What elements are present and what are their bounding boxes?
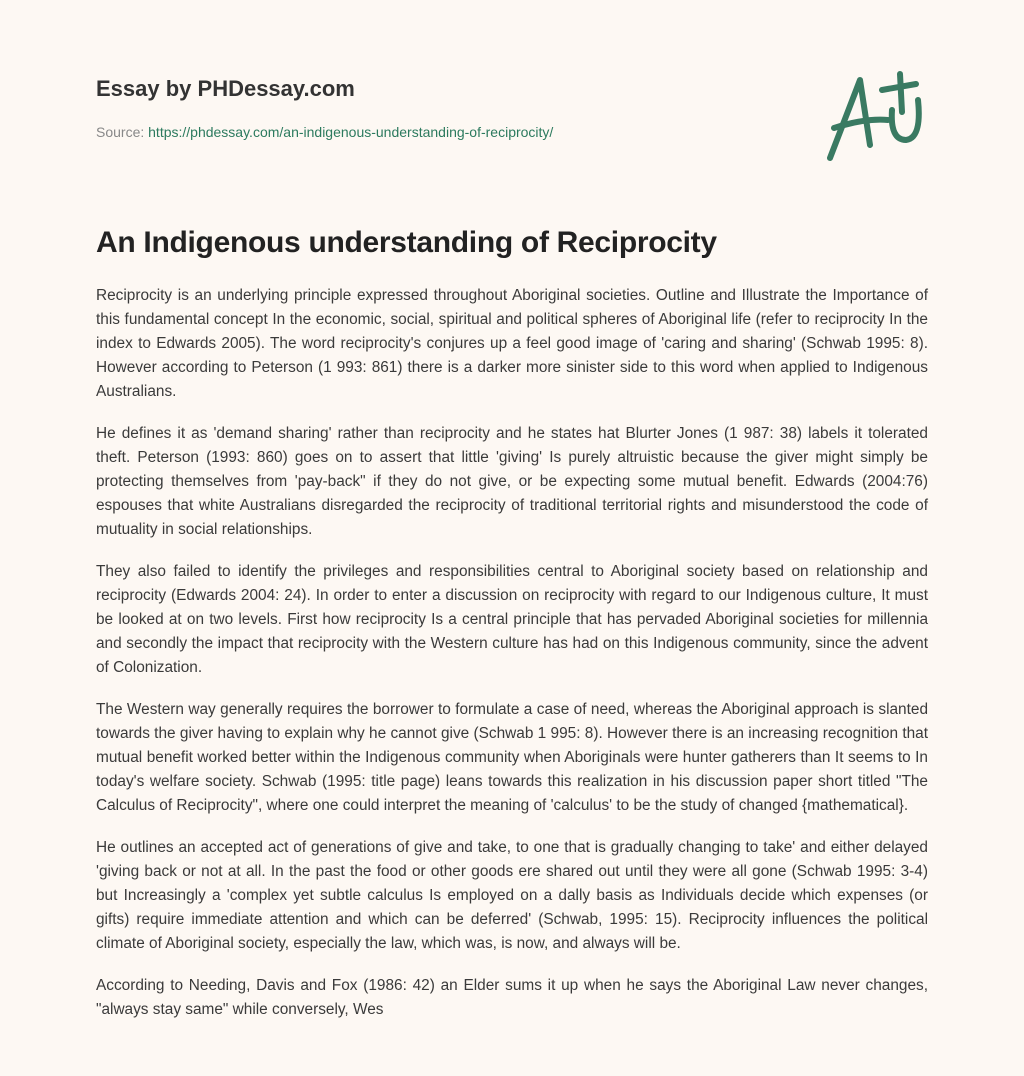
paragraph: Reciprocity is an underlying principle expressed throughout Aboriginal societies. Outline and Illustrate the Importance of this fundamental concept In the economic, social, spiritual and political spheres of Aboriginal life (refer to reciprocity In the index to Edwards 2005). The word reciprocity's conjures up a feel good image of 'caring and sharing' (Schwab 1995: 8). However according to Peterson (1 993: 861) there is a darker more sinister side to this word when applied to Indigenous Australians. — [96, 287, 928, 400]
paragraph: The Western way generally requires the borrower to formulate a case of need, whereas the Aboriginal approach is slanted towards the giver having to explain why he cannot give (Schwab 1 995: 8). However there is an increasing recognition that mutual benefit worked better within the Indigenous community when Aboriginals were hunter gatherers than It seems to In today's welfare society. Schwab (1995: title page) leans towards this realization in his discussion paper short titled "The Calculus of Reciprocity", where one could interpret the meaning of 'calculus' to be the study of changed {mathematical}. — [96, 701, 928, 814]
paragraph: They also failed to identify the privileges and responsibilities central to Aboriginal society based on relationship and reciprocity (Edwards 2004: 24). In order to enter a discussion on reciprocity with regard to our Indigenous culture, It must be looked at on two levels. First how reciprocity Is a central principle that has pervaded Aboriginal societies for millennia and secondly the impact that reciprocity with the Western culture has had on this Indigenous community, since the advent of Colonization. — [96, 563, 928, 676]
site-header — [96, 76, 355, 102]
site-brand: Essay by PHDessay.com — [96, 76, 355, 101]
article-body — [96, 284, 928, 1040]
paragraph: He outlines an accepted act of generations of give and take, to one that is gradually changing to take' and either delayed 'giving back or not at all. In the past the food or other goods ere shared out until they were all gone (Schwab 1995: 3-4) but Increasingly a 'complex yet subtle calculus Is employed on a dally basis as Individuals decide which expenses (or gifts) require immediate attention and which can be deferred' (Schwab, 1995: 15). Reciprocity influences the political climate of Aboriginal society, especially the law, which was, is now, and always will be. — [96, 839, 928, 952]
paragraph: According to Needing, Davis and Fox (1986: 42) an Elder sums it up when he says the Aboriginal Law never changes, "always stay same" while conversely, Wes — [96, 977, 928, 1018]
a-plus-logo-icon — [820, 70, 930, 165]
source-link[interactable]: https://phdessay.com/an-indigenous-understanding-of-reciprocity/ — [148, 124, 554, 140]
source-line — [96, 124, 553, 140]
source-label: Source: — [96, 124, 149, 140]
paragraph: He defines it as 'demand sharing' rather than reciprocity and he states hat Blurter Jones (1 987: 38) labels it tolerated theft. Peterson (1993: 860) goes on to assert that little 'giving' Is purely altruistic because the giver might simply be protecting themselves from 'pay-back" if they do not give, or be expecting some mutual benefit. Edwards (2004:76) espouses that white Australians disregarded the reciprocity of traditional territorial rights and misunderstood the code of mutuality in social relationships. — [96, 425, 928, 538]
article-title: An Indigenous understanding of Reciprocity — [96, 226, 717, 259]
